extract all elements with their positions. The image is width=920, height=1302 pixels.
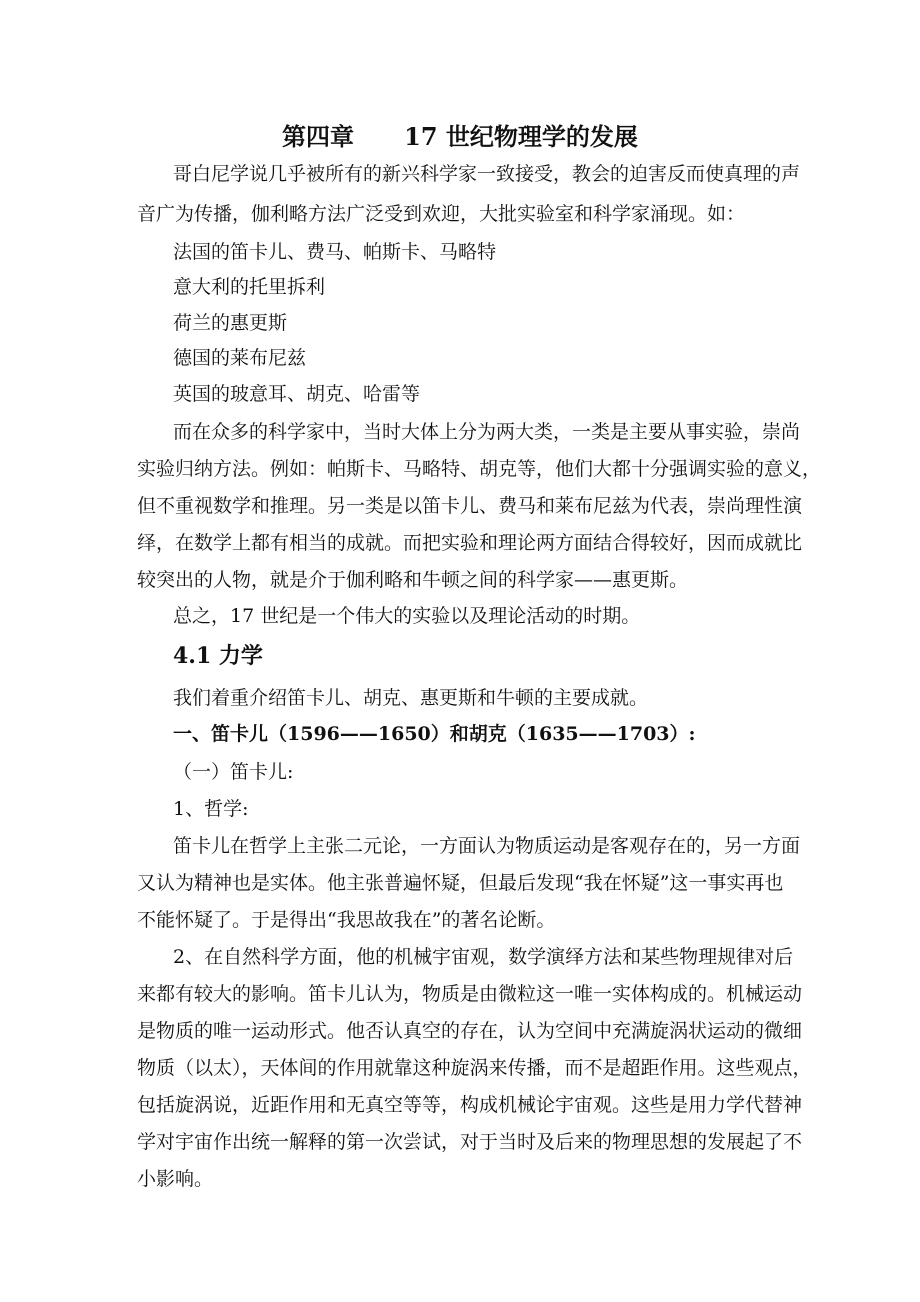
text-line-p6-l1: 2、在自然科学方面，他的机械宇宙观，数学演绎方法和某些物理规律对后	[173, 946, 794, 968]
text-line-p2-l4: 绎，在数学上都有相当的成就。而把实验和理论两方面结合得较好，因而成就比	[137, 532, 803, 554]
text-line-p6-l4: 物质（以太），天体间的作用就靠这种旋涡来传播，而不是超距作用。这些观点，	[137, 1057, 812, 1079]
text-line-list-1: 法国的笛卡儿、费马、帕斯卡、马略特	[173, 241, 497, 263]
text-line-list-5: 英国的玻意耳、胡克、哈雷等	[173, 383, 421, 405]
text-line-p1-l2: 音广为传播，伽利略方法广泛受到欢迎，大批实验室和科学家涌现。如：	[137, 203, 746, 225]
text-line-p4: 我们着重介绍笛卡儿、胡克、惠更斯和牛顿的主要成就。	[173, 687, 649, 709]
text-line-p2-l2: 实验归纳方法。例如：帕斯卡、马略特、胡克等，他们大都十分强调实验的意义，	[137, 458, 822, 480]
text-line-p5-l1: 笛卡儿在哲学上主张二元论，一方面认为物质运动是客观存在的，另一方面	[173, 835, 801, 857]
text-line-h-4-1: 4.1 力学	[173, 643, 263, 669]
text-line-h-sub1: （一）笛卡儿:	[173, 761, 294, 783]
text-line-p1-l1: 哥白尼学说几乎被所有的新兴科学家一致接受，教会的迫害反而使真理的声	[173, 163, 801, 185]
text-line-p6-l3: 是物质的唯一运动形式。他否认真空的存在，认为空间中充满旋涡状运动的微细	[137, 1020, 803, 1042]
text-line-p2-l5: 较突出的人物，就是介于伽利略和牛顿之间的科学家——惠更斯。	[137, 569, 689, 591]
text-line-p5-l3: 不能怀疑了。于是得出“我思故我在”的著名论断。	[137, 909, 556, 931]
text-line-p6-l7: 小影响。	[137, 1168, 214, 1190]
text-line-p6-l2: 来都有较大的影响。笛卡儿认为，物质是由微粒这一唯一实体构成的。机械运动	[137, 983, 803, 1005]
chapter-title: 第四章 17 世纪物理学的发展	[282, 122, 638, 151]
text-line-h-sec1: 一、笛卡儿（1596——1650）和胡克（1635——1703）:	[173, 723, 696, 745]
text-line-p5-l2: 又认为精神也是实体。他主张普遍怀疑，但最后发现“我在怀疑”这一事实再也	[137, 872, 784, 894]
text-line-p2-l1: 而在众多的科学家中，当时大体上分为两大类，一类是主要从事实验，崇尚	[173, 421, 801, 443]
text-line-list-2: 意大利的托里拆利	[173, 276, 326, 298]
text-line-p2-l3: 但不重视数学和推理。另一类是以笛卡儿、费马和莱布尼兹为代表，崇尚理性演	[137, 495, 803, 517]
text-line-list-3: 荷兰的惠更斯	[173, 312, 288, 334]
text-line-list-4: 德国的莱布尼兹	[173, 347, 307, 369]
text-line-p6-l5: 包括旋涡说，近距作用和无真空等等，构成机械论宇宙观。这些是用力学代替神	[137, 1094, 803, 1116]
text-line-p6-l6: 学对宇宙作出统一解释的第一次尝试，对于当时及后来的物理思想的发展起了不	[137, 1131, 803, 1153]
text-line-p3: 总之，17 世纪是一个伟大的实验以及理论活动的时期。	[173, 605, 641, 627]
text-line-h-item1: 1、哲学:	[173, 798, 249, 820]
